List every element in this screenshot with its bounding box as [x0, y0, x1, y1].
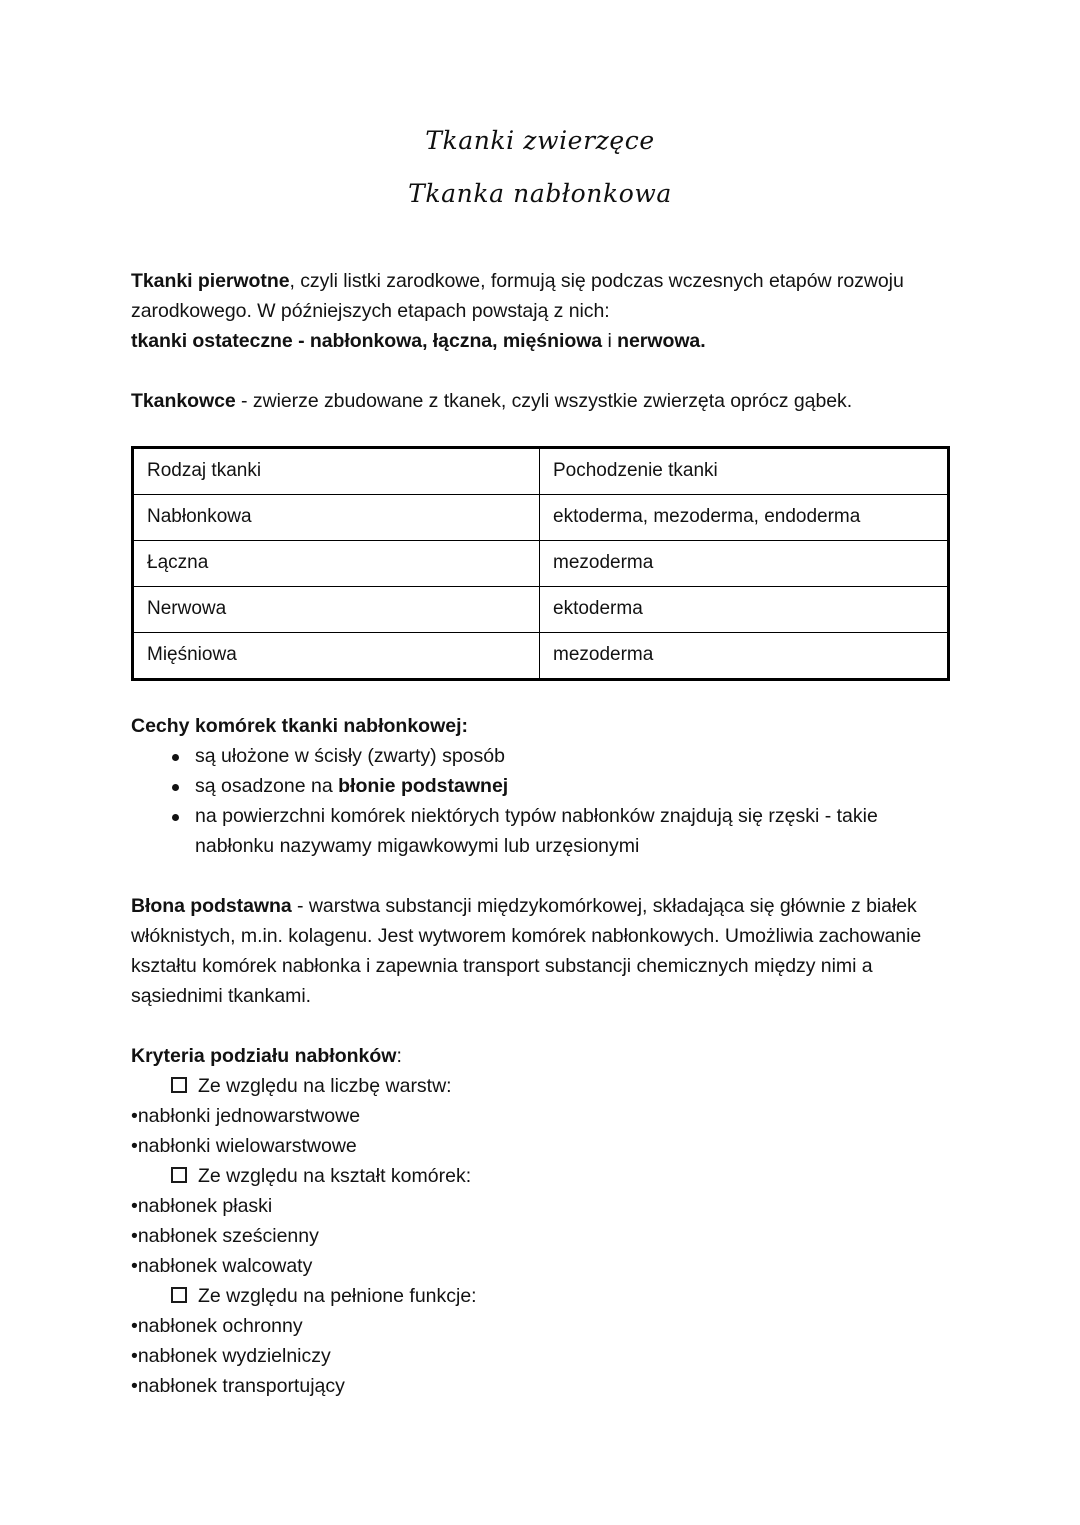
section-heading-criteria — [131, 1041, 953, 1071]
empty-checkbox-icon — [171, 1287, 187, 1303]
document-body — [131, 266, 953, 1401]
criteria-item-text: •nabłonek ochronny — [131, 1315, 303, 1337]
tissue-origin-table — [131, 446, 950, 681]
table-header-row — [133, 448, 949, 495]
table-cell-tissue-type: Nerwowa — [133, 587, 540, 633]
criteria-item-text: •nabłonki wielowarstwowe — [131, 1135, 357, 1157]
intro-final-tissues-conjunction: i — [602, 330, 618, 352]
criteria-group-heading — [131, 1281, 953, 1311]
criteria-item — [131, 1101, 953, 1131]
intro-paragraph-tkankowce-text: - zwierze zbudowane z tkanek, czyli wszystkie zwierzęta oprócz gąbek. — [235, 390, 853, 412]
basal-membrane-paragraph — [131, 891, 953, 1011]
intro-paragraph-primary-tissues-text: , czyli listki zarodkowe, formują się podczas wczesnych etapów rozwoju zarodkowego. W późniejszych etapach powstają z nich: — [131, 270, 904, 322]
criteria-group-shape — [131, 1161, 953, 1281]
intro-paragraph-primary-tissues — [131, 266, 953, 356]
criteria-item-text: •nabłonek wydzielniczy — [131, 1345, 331, 1367]
criteria-heading-colon: : — [396, 1045, 402, 1067]
criteria-item — [131, 1341, 953, 1371]
intro-final-tissues-list: tkanki ostateczne - nabłonkowa, łączna, mięśniowa — [131, 330, 603, 352]
table-cell-tissue-type: Łączna — [133, 541, 540, 587]
criteria-group-label: Ze względu na pełnione funkcje: — [198, 1285, 477, 1307]
list-item — [131, 801, 953, 861]
criteria-group-label: Ze względu na liczbę warstw: — [198, 1075, 452, 1097]
table-cell-tissue-type: Mięśniowa — [133, 633, 540, 680]
table-row — [133, 587, 949, 633]
section-heading-epithelial-features: Cechy komórek tkanki nabłonkowej: — [131, 715, 469, 737]
criteria-item-text: •nabłonek sześcienny — [131, 1225, 319, 1247]
intro-paragraph-tkankowce — [131, 386, 953, 416]
table-cell-tissue-origin: mezoderma — [540, 633, 949, 680]
table-cell-tissue-origin: ektoderma, mezoderma, endoderma — [540, 495, 949, 541]
basal-membrane-term: Błona podstawna — [131, 895, 292, 917]
document-title-block — [0, 128, 1080, 206]
table-row — [133, 541, 949, 587]
criteria-section — [131, 1041, 953, 1401]
paragraph-spacer — [131, 356, 953, 386]
criteria-group-heading — [131, 1161, 953, 1191]
tissue-origin-table-wrapper — [131, 446, 947, 681]
empty-checkbox-icon — [171, 1077, 187, 1093]
table-cell-tissue-type: Nabłonkowa — [133, 495, 540, 541]
intro-term-tkankowce: Tkankowce — [131, 390, 236, 412]
table-header-cell-tissue-origin: Pochodzenie tkanki — [540, 448, 949, 495]
criteria-item — [131, 1251, 953, 1281]
table-row — [133, 633, 949, 680]
page-title: Tkanki zwierzęce — [425, 126, 655, 155]
criteria-item — [131, 1311, 953, 1341]
intro-term-primary-tissues: Tkanki pierwotne — [131, 270, 290, 292]
list-item-emphasis: błonie podstawnej — [338, 775, 509, 797]
list-item-text: na powierzchni komórek niektórych typów nabłonków znajdują się rzęski - takie nabłonku nazywamy migawkowymi lub urzęsionymi — [195, 805, 878, 857]
table-cell-tissue-origin: mezoderma — [540, 541, 949, 587]
criteria-item — [131, 1131, 953, 1161]
criteria-group-layers — [131, 1071, 953, 1161]
intro-final-tissues-last: nerwowa. — [617, 330, 706, 352]
list-item-text: są ułożone w ścisły (zwarty) sposób — [195, 745, 505, 767]
criteria-item — [131, 1371, 953, 1401]
list-item — [131, 771, 953, 801]
table-row — [133, 495, 949, 541]
page-subtitle: Tkanka nabłonkowa — [408, 179, 672, 208]
basal-membrane-text: - warstwa substancji międzykomórkowej, składająca się głównie z białek włóknistych, m.in. kolagenu. Jest wytworem komórek nabłonkowych. Umożliwia zachowanie kształtu komórek nabłonka i zapewnia transport substancji chemicznych między nimi a sąsiednimi tkankami. — [131, 895, 922, 1007]
criteria-group-heading — [131, 1071, 953, 1101]
epithelial-features-list — [131, 741, 953, 861]
list-item — [131, 741, 953, 771]
criteria-group-label: Ze względu na kształt komórek: — [198, 1165, 472, 1187]
criteria-heading-text: Kryteria podziału nabłonków — [131, 1045, 397, 1067]
criteria-item-text: •nabłonek transportujący — [131, 1375, 345, 1397]
table-header-cell-tissue-type: Rodzaj tkanki — [133, 448, 540, 495]
list-item-text: są osadzone na — [195, 775, 339, 797]
table-cell-tissue-origin: ektoderma — [540, 587, 949, 633]
criteria-item-text: •nabłonek walcowaty — [131, 1255, 313, 1277]
criteria-item — [131, 1191, 953, 1221]
empty-checkbox-icon — [171, 1167, 187, 1183]
criteria-item — [131, 1221, 953, 1251]
criteria-item-text: •nabłonek płaski — [131, 1195, 273, 1217]
criteria-group-function — [131, 1281, 953, 1401]
criteria-item-text: •nabłonki jednowarstwowe — [131, 1105, 361, 1127]
